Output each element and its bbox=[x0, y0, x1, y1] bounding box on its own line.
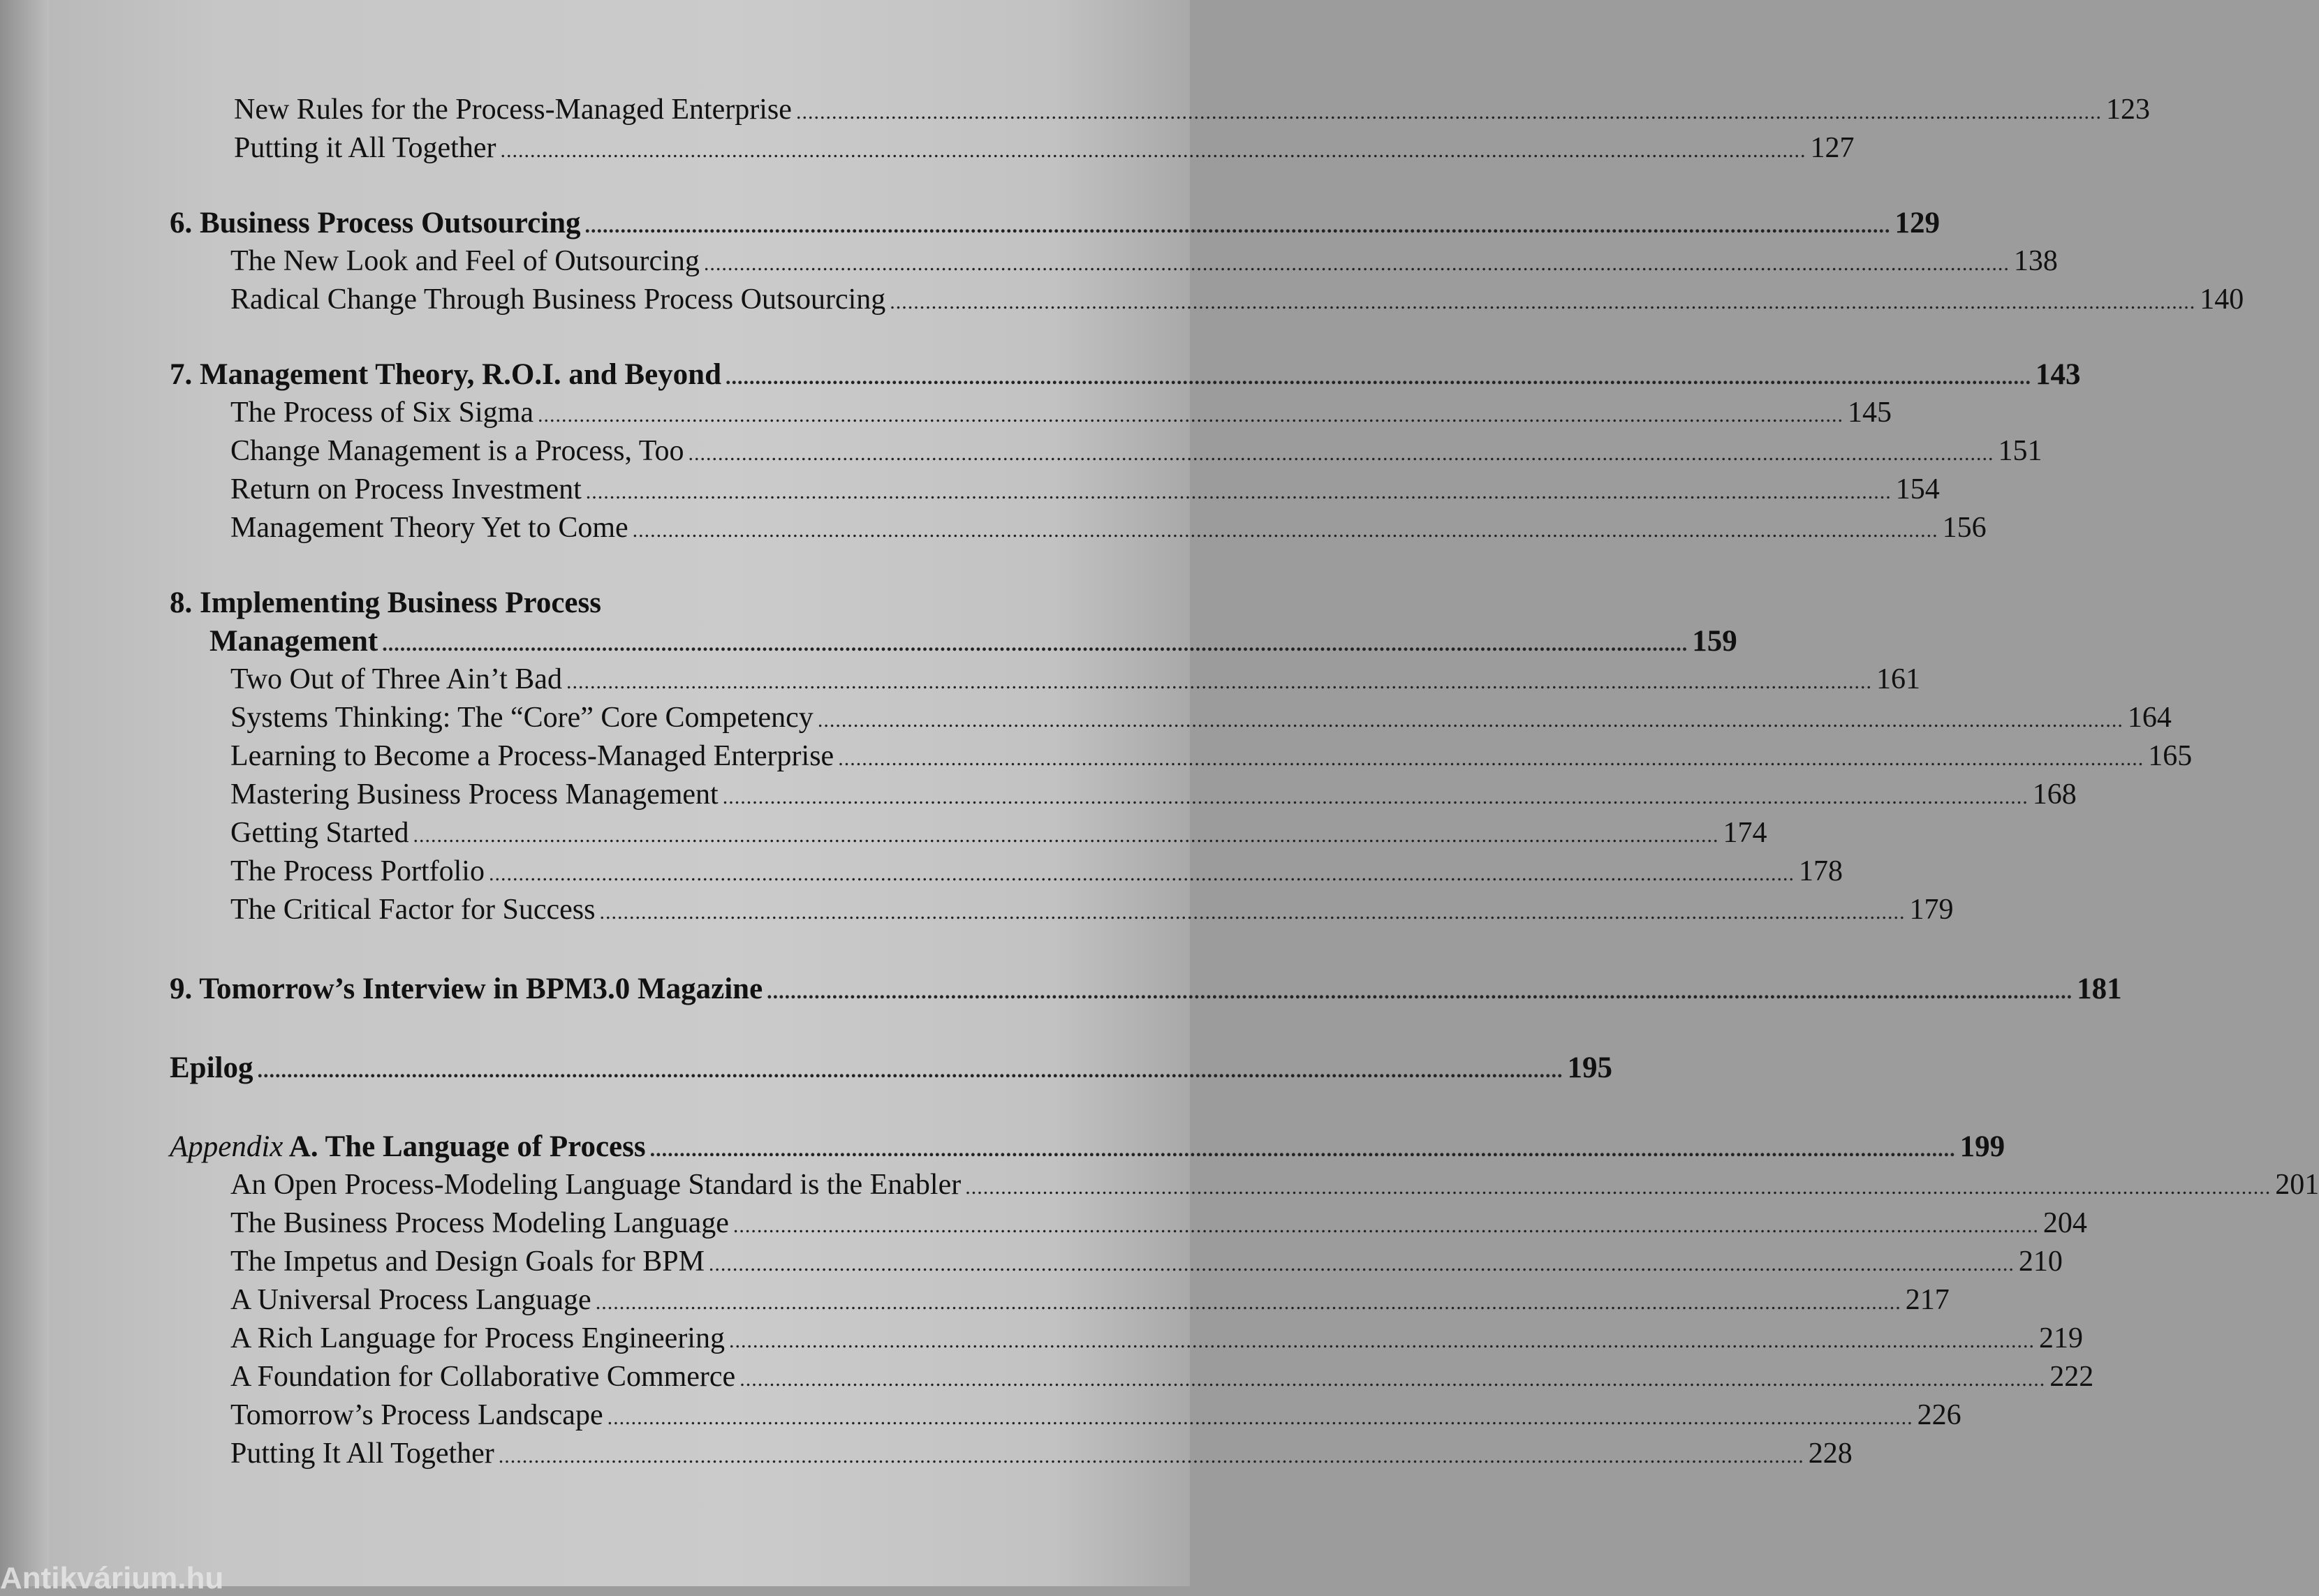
chapter-title: 6. Business Process Outsourcing bbox=[170, 207, 581, 239]
toc-entry bbox=[119, 814, 1767, 852]
dot-leader: ............................................................................................................................................................................................................................ bbox=[795, 101, 2102, 124]
page-number: 156 bbox=[1942, 512, 1987, 544]
entry-title: New Rules for the Process-Managed Enterprise bbox=[234, 94, 792, 126]
dot-leader: ............................................................................................................................................................................................................................ bbox=[965, 1176, 2272, 1199]
page-number: 151 bbox=[1998, 435, 2042, 467]
chapter-heading-9 bbox=[119, 970, 2122, 1008]
entry-title: The Impetus and Design Goals for BPM bbox=[230, 1246, 705, 1278]
entry-title: An Open Process-Modeling Language Standard is the Enabler bbox=[230, 1169, 962, 1201]
table-of-contents bbox=[119, 91, 2319, 1473]
toc-entry bbox=[119, 432, 2042, 471]
toc-entry bbox=[119, 394, 1892, 432]
chapter-title bbox=[170, 1128, 646, 1166]
page-number: 154 bbox=[1895, 473, 1940, 505]
dot-leader: ............................................................................................................................................................................................................................ bbox=[767, 980, 2073, 1003]
page-number: 204 bbox=[2042, 1207, 2087, 1239]
appendix-prefix: Appendix bbox=[170, 1130, 284, 1163]
page-number: 161 bbox=[1876, 663, 1920, 695]
entry-title: The Business Process Modeling Language bbox=[230, 1207, 729, 1239]
toc-entry bbox=[119, 776, 2077, 814]
dot-leader: ............................................................................................................................................................................................................................ bbox=[257, 1059, 1563, 1082]
chapter-title: 7. Management Theory, R.O.I. and Beyond bbox=[170, 358, 721, 391]
dot-leader: ............................................................................................................................................................................................................................ bbox=[703, 252, 2010, 275]
dot-leader: ............................................................................................................................................................................................................................ bbox=[595, 1291, 1901, 1314]
page-number: 179 bbox=[1909, 894, 1954, 926]
dot-leader: ............................................................................................................................................................................................................................ bbox=[382, 633, 1688, 656]
dot-leader: ............................................................................................................................................................................................................................ bbox=[537, 404, 1843, 427]
chapter-title: Management bbox=[209, 625, 378, 658]
entry-title: Radical Change Through Business Process Outsourcing bbox=[230, 283, 886, 316]
dot-leader: ............................................................................................................................................................................................................................ bbox=[632, 519, 1938, 542]
dot-leader: ............................................................................................................................................................................................................................ bbox=[607, 1406, 1913, 1429]
entry-title: The Process of Six Sigma bbox=[230, 397, 533, 429]
toc-entry bbox=[119, 471, 1940, 509]
chapter-title: Epilog bbox=[170, 1051, 253, 1084]
epilog-heading bbox=[119, 1049, 1612, 1087]
toc-entry bbox=[119, 242, 2058, 281]
watermark: Antikvárium.hu bbox=[0, 1561, 224, 1595]
page-number: 219 bbox=[2038, 1322, 2083, 1354]
entry-title: Mastering Business Process Management bbox=[230, 778, 719, 811]
dot-leader: ............................................................................................................................................................................................................................ bbox=[890, 290, 2196, 313]
page-number: 140 bbox=[2200, 283, 2244, 316]
dot-leader: ............................................................................................................................................................................................................................ bbox=[498, 1444, 1804, 1468]
page-number: 228 bbox=[1808, 1438, 1853, 1470]
dot-leader: ............................................................................................................................................................................................................................ bbox=[585, 480, 1892, 503]
dot-leader: ............................................................................................................................................................................................................................ bbox=[688, 442, 1994, 465]
entry-title: Return on Process Investment bbox=[230, 473, 582, 505]
chapter-heading-7 bbox=[119, 355, 2081, 394]
page-number: 129 bbox=[1894, 207, 1941, 239]
dot-leader: ............................................................................................................................................................................................................................ bbox=[739, 1368, 2046, 1391]
page-number: 165 bbox=[2148, 740, 2193, 772]
toc-entry bbox=[119, 1320, 2083, 1358]
entry-title: Two Out of Three Ain’t Bad bbox=[230, 663, 562, 695]
page-number: 217 bbox=[1905, 1284, 1950, 1316]
entry-title: A Rich Language for Process Engineering bbox=[230, 1322, 725, 1354]
page-number: 199 bbox=[1959, 1130, 2005, 1163]
entry-title: A Universal Process Language bbox=[230, 1284, 591, 1316]
toc-entry bbox=[119, 891, 1954, 929]
page-number: 164 bbox=[2127, 702, 2172, 734]
toc-entry bbox=[119, 737, 2193, 776]
chapter-heading-8-continued bbox=[119, 622, 1737, 660]
dot-leader: ............................................................................................................................................................................................................................ bbox=[649, 1138, 1956, 1161]
dot-leader: ............................................................................................................................................................................................................................ bbox=[722, 785, 2029, 808]
entry-title: Putting it All Together bbox=[234, 132, 496, 164]
entry-title: Putting It All Together bbox=[230, 1438, 494, 1470]
entry-title: Learning to Become a Process-Managed Enterprise bbox=[230, 740, 834, 772]
dot-leader: ............................................................................................................................................................................................................................ bbox=[726, 366, 2031, 389]
dot-leader: ............................................................................................................................................................................................................................ bbox=[817, 709, 2123, 732]
page-number: 210 bbox=[2018, 1246, 2063, 1278]
page-number: 222 bbox=[2049, 1361, 2094, 1393]
toc-entry bbox=[119, 129, 1855, 168]
dot-leader: ............................................................................................................................................................................................................................ bbox=[413, 824, 1719, 847]
entry-title: The Process Portfolio bbox=[230, 855, 485, 887]
dot-leader: ............................................................................................................................................................................................................................ bbox=[708, 1253, 2015, 1276]
chapter-heading-6 bbox=[119, 204, 1941, 242]
page-number: 143 bbox=[2035, 358, 2081, 391]
page-number: 195 bbox=[1567, 1051, 1612, 1084]
entry-title: The Critical Factor for Success bbox=[230, 894, 596, 926]
page-number: 201 bbox=[2275, 1169, 2319, 1201]
page-number: 226 bbox=[1917, 1399, 1961, 1431]
dot-leader: ............................................................................................................................................................................................................................ bbox=[488, 862, 1795, 885]
entry-title: Tomorrow’s Process Landscape bbox=[230, 1399, 603, 1431]
toc-entry bbox=[119, 852, 1843, 891]
page-number: 178 bbox=[1798, 855, 1843, 887]
appendix-title: A. The Language of Process bbox=[283, 1130, 646, 1163]
toc-entry bbox=[119, 660, 1920, 699]
toc-entry bbox=[119, 1396, 1961, 1435]
dot-leader: ............................................................................................................................................................................................................................ bbox=[584, 214, 1891, 237]
appendix-a-heading bbox=[119, 1128, 2005, 1166]
page-number: 138 bbox=[2013, 245, 2058, 277]
entry-title: The New Look and Feel of Outsourcing bbox=[230, 245, 700, 277]
toc-entry bbox=[119, 1166, 2319, 1204]
page-number: 174 bbox=[1723, 817, 1767, 849]
chapter-heading-8: 8. Implementing Business Process bbox=[170, 586, 601, 619]
chapter-title: 9. Tomorrow’s Interview in BPM3.0 Magazine bbox=[170, 973, 763, 1005]
dot-leader: ............................................................................................................................................................................................................................ bbox=[599, 901, 1906, 924]
page-number: 181 bbox=[2077, 973, 2122, 1005]
dot-leader: ............................................................................................................................................................................................................................ bbox=[566, 670, 1872, 693]
page-number: 123 bbox=[2105, 94, 2150, 126]
entry-title: Management Theory Yet to Come bbox=[230, 512, 628, 544]
page-number: 159 bbox=[1692, 625, 1737, 658]
dot-leader: ............................................................................................................................................................................................................................ bbox=[838, 747, 2144, 770]
entry-title: A Foundation for Collaborative Commerce bbox=[230, 1361, 736, 1393]
toc-entry bbox=[119, 281, 2244, 319]
entry-title: Change Management is a Process, Too bbox=[230, 435, 684, 467]
entry-title: Getting Started bbox=[230, 817, 409, 849]
toc-entry bbox=[119, 509, 1987, 547]
toc-entry bbox=[119, 1204, 2087, 1243]
dot-leader: ............................................................................................................................................................................................................................ bbox=[728, 1329, 2035, 1352]
dot-leader: ............................................................................................................................................................................................................................ bbox=[732, 1214, 2039, 1237]
toc-entry bbox=[119, 91, 2150, 129]
toc-entry bbox=[119, 1281, 1950, 1320]
dot-leader: ............................................................................................................................................................................................................................ bbox=[500, 139, 1806, 162]
toc-entry bbox=[119, 699, 2172, 737]
toc-entry bbox=[119, 1243, 2063, 1281]
page-number: 168 bbox=[2032, 778, 2077, 811]
entry-title: Systems Thinking: The “Core” Core Competency bbox=[230, 702, 814, 734]
toc-entry bbox=[119, 1358, 2094, 1396]
page-number: 145 bbox=[1847, 397, 1892, 429]
page-edge bbox=[0, 0, 49, 1586]
page-number: 127 bbox=[1810, 132, 1855, 164]
toc-entry bbox=[119, 1435, 1853, 1473]
